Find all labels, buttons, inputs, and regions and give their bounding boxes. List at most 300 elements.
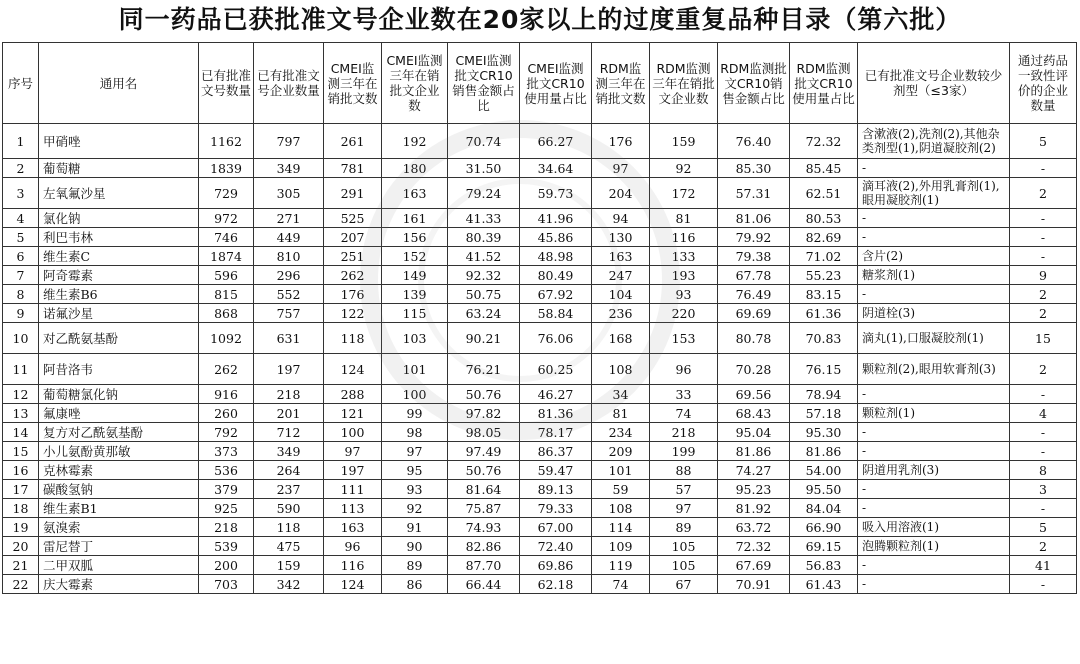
table-row xyxy=(3,228,1077,247)
table-cell: 4 xyxy=(3,209,39,228)
table-cell: 72.40 xyxy=(520,537,592,556)
table-cell: 22 xyxy=(3,575,39,594)
table-row xyxy=(3,354,1077,385)
table-cell: 41.52 xyxy=(448,247,520,266)
table-cell: 82.69 xyxy=(790,228,858,247)
table-cell: 218 xyxy=(199,518,254,537)
table-cell: 156 xyxy=(382,228,448,247)
table-cell: 104 xyxy=(592,285,650,304)
table-cell: 552 xyxy=(254,285,324,304)
table-cell: 159 xyxy=(650,124,718,159)
page-title: 同一药品已获批准文号企业数在20家以上的过度重复品种目录（第六批） xyxy=(118,5,962,34)
column-header: 序号 xyxy=(3,43,39,124)
table-cell: 76.06 xyxy=(520,323,592,354)
table-cell: 21 xyxy=(3,556,39,575)
table-cell: 小儿氨酚黄那敏 xyxy=(39,442,199,461)
table-cell: 349 xyxy=(254,159,324,178)
table-cell: 46.27 xyxy=(520,385,592,404)
table-cell: 379 xyxy=(199,480,254,499)
table-cell: - xyxy=(858,556,1010,575)
table-cell: 90.21 xyxy=(448,323,520,354)
table-cell: 甲硝唑 xyxy=(39,124,199,159)
table-row xyxy=(3,556,1077,575)
table-cell: 2 xyxy=(1010,354,1077,385)
table-cell: 96 xyxy=(650,354,718,385)
table-cell: 61.36 xyxy=(790,304,858,323)
table-cell: 1092 xyxy=(199,323,254,354)
table-cell: 781 xyxy=(324,159,382,178)
table-cell: 757 xyxy=(254,304,324,323)
table-cell: - xyxy=(1010,209,1077,228)
table-row xyxy=(3,385,1077,404)
table-cell: 维生素B6 xyxy=(39,285,199,304)
table-cell: 103 xyxy=(382,323,448,354)
table-cell: 133 xyxy=(650,247,718,266)
table-cell: 201 xyxy=(254,404,324,423)
table-cell: 庆大霉素 xyxy=(39,575,199,594)
column-header: CMEI监测批文CR10使用量占比 xyxy=(520,43,592,124)
table-cell: 87.70 xyxy=(448,556,520,575)
table-cell: 86 xyxy=(382,575,448,594)
table-cell: 18 xyxy=(3,499,39,518)
table-cell: 二甲双胍 xyxy=(39,556,199,575)
table-cell: 92.32 xyxy=(448,266,520,285)
table-cell: 251 xyxy=(324,247,382,266)
table-cell: 维生素B1 xyxy=(39,499,199,518)
table-cell: 碳酸氢钠 xyxy=(39,480,199,499)
table-cell: 76.49 xyxy=(718,285,790,304)
table-cell: 81.92 xyxy=(718,499,790,518)
table-row xyxy=(3,285,1077,304)
table-cell: 80.78 xyxy=(718,323,790,354)
table-cell: 163 xyxy=(592,247,650,266)
table-cell: 118 xyxy=(324,323,382,354)
table-cell: 108 xyxy=(592,354,650,385)
table-cell: 746 xyxy=(199,228,254,247)
table-cell: 197 xyxy=(254,354,324,385)
table-cell: 89.13 xyxy=(520,480,592,499)
table-cell: 305 xyxy=(254,178,324,209)
table-cell: 176 xyxy=(592,124,650,159)
table-cell: 11 xyxy=(3,354,39,385)
table-cell: - xyxy=(1010,575,1077,594)
table-cell: 4 xyxy=(1010,404,1077,423)
table-cell: 98.05 xyxy=(448,423,520,442)
table-cell: 57.31 xyxy=(718,178,790,209)
table-cell: 70.91 xyxy=(718,575,790,594)
table-cell: 97 xyxy=(592,159,650,178)
table-cell: 1839 xyxy=(199,159,254,178)
table-cell: 180 xyxy=(382,159,448,178)
table-row xyxy=(3,247,1077,266)
table-cell: - xyxy=(1010,228,1077,247)
table-cell: 703 xyxy=(199,575,254,594)
table-cell: 74.27 xyxy=(718,461,790,480)
table-cell: 71.02 xyxy=(790,247,858,266)
table-cell: 34 xyxy=(592,385,650,404)
table-cell: 124 xyxy=(324,575,382,594)
table-cell: 81.86 xyxy=(790,442,858,461)
table-cell: 105 xyxy=(650,537,718,556)
table-cell: - xyxy=(858,575,1010,594)
table-cell: - xyxy=(858,442,1010,461)
column-header: RDM监测三年在销批文企业数 xyxy=(650,43,718,124)
table-cell: 161 xyxy=(382,209,448,228)
table-cell: 74.93 xyxy=(448,518,520,537)
table-cell: 97.82 xyxy=(448,404,520,423)
table-cell: 50.76 xyxy=(448,385,520,404)
drug-table xyxy=(2,42,1077,594)
table-cell: 79.33 xyxy=(520,499,592,518)
table-cell: 815 xyxy=(199,285,254,304)
table-cell: 氟康唑 xyxy=(39,404,199,423)
table-cell: 449 xyxy=(254,228,324,247)
table-cell: - xyxy=(1010,159,1077,178)
table-cell: 48.98 xyxy=(520,247,592,266)
table-cell: 153 xyxy=(650,323,718,354)
column-header: 已有批准文号企业数较少剂型（≤3家） xyxy=(858,43,1010,124)
table-cell: 69.56 xyxy=(718,385,790,404)
table-cell: 67.69 xyxy=(718,556,790,575)
table-cell: 97 xyxy=(324,442,382,461)
table-cell: 262 xyxy=(324,266,382,285)
table-cell: 7 xyxy=(3,266,39,285)
table-cell: 101 xyxy=(382,354,448,385)
table-cell: 葡萄糖氯化钠 xyxy=(39,385,199,404)
table-row xyxy=(3,537,1077,556)
table-cell: 对乙酰氨基酚 xyxy=(39,323,199,354)
table-cell: 97 xyxy=(382,442,448,461)
table-cell: 69.15 xyxy=(790,537,858,556)
table-cell: 590 xyxy=(254,499,324,518)
table-cell: 168 xyxy=(592,323,650,354)
table-cell: - xyxy=(858,385,1010,404)
table-cell: 含片(2) xyxy=(858,247,1010,266)
table-cell: 81.36 xyxy=(520,404,592,423)
table-cell: 74 xyxy=(592,575,650,594)
table-cell: 60.25 xyxy=(520,354,592,385)
table-cell: 81.06 xyxy=(718,209,790,228)
table-row xyxy=(3,178,1077,209)
table-cell: 539 xyxy=(199,537,254,556)
table-cell: 159 xyxy=(254,556,324,575)
table-cell: 8 xyxy=(1010,461,1077,480)
table-cell: 氯化钠 xyxy=(39,209,199,228)
table-cell: 85.45 xyxy=(790,159,858,178)
table-cell: 维生素C xyxy=(39,247,199,266)
column-header: RDM监测三年在销批文数 xyxy=(592,43,650,124)
table-cell: 69.86 xyxy=(520,556,592,575)
table-cell: 200 xyxy=(199,556,254,575)
table-cell: 261 xyxy=(324,124,382,159)
table-cell: 96 xyxy=(324,537,382,556)
table-cell: 2 xyxy=(1010,537,1077,556)
column-header: CMEI监测三年在销批文企业数 xyxy=(382,43,448,124)
table-cell: 124 xyxy=(324,354,382,385)
table-cell: 116 xyxy=(650,228,718,247)
table-cell: 66.27 xyxy=(520,124,592,159)
table-cell: 75.87 xyxy=(448,499,520,518)
table-cell: 95.23 xyxy=(718,480,790,499)
table-cell: 72.32 xyxy=(790,124,858,159)
table-cell: 2 xyxy=(1010,178,1077,209)
table-row xyxy=(3,499,1077,518)
table-cell: 81.86 xyxy=(718,442,790,461)
table-row xyxy=(3,266,1077,285)
table-cell: 349 xyxy=(254,442,324,461)
table-cell: 含漱液(2),洗剂(2),其他杂类剂型(1),阴道凝胶剂(2) xyxy=(858,124,1010,159)
table-row xyxy=(3,461,1077,480)
table-cell: 218 xyxy=(254,385,324,404)
table-cell: - xyxy=(858,228,1010,247)
table-cell: 85.30 xyxy=(718,159,790,178)
table-cell: 172 xyxy=(650,178,718,209)
table-cell: 66.44 xyxy=(448,575,520,594)
table-cell: 119 xyxy=(592,556,650,575)
table-cell: 163 xyxy=(382,178,448,209)
table-cell: 63.24 xyxy=(448,304,520,323)
table-cell: 192 xyxy=(382,124,448,159)
table-cell: 55.23 xyxy=(790,266,858,285)
table-cell: 80.53 xyxy=(790,209,858,228)
table-cell: 左氧氟沙星 xyxy=(39,178,199,209)
table-cell: 92 xyxy=(382,499,448,518)
table-cell: 12 xyxy=(3,385,39,404)
column-header: CMEI监测批文CR10销售金额占比 xyxy=(448,43,520,124)
table-cell: 105 xyxy=(650,556,718,575)
table-cell: 236 xyxy=(592,304,650,323)
table-cell: 19 xyxy=(3,518,39,537)
table-cell: 95.04 xyxy=(718,423,790,442)
table-cell: 41 xyxy=(1010,556,1077,575)
table-cell: 99 xyxy=(382,404,448,423)
table-cell: 59.73 xyxy=(520,178,592,209)
table-cell: 98 xyxy=(382,423,448,442)
table-cell: 197 xyxy=(324,461,382,480)
table-cell: 59.47 xyxy=(520,461,592,480)
table-cell: 631 xyxy=(254,323,324,354)
column-header: 通用名 xyxy=(39,43,199,124)
table-cell: 209 xyxy=(592,442,650,461)
table-cell: 45.86 xyxy=(520,228,592,247)
table-cell: 31.50 xyxy=(448,159,520,178)
table-cell: 58.84 xyxy=(520,304,592,323)
table-cell: 296 xyxy=(254,266,324,285)
table-cell: 16 xyxy=(3,461,39,480)
table-cell: 1162 xyxy=(199,124,254,159)
table-cell: 868 xyxy=(199,304,254,323)
table-cell: 218 xyxy=(650,423,718,442)
table-cell: 8 xyxy=(3,285,39,304)
table-cell: 91 xyxy=(382,518,448,537)
table-cell: - xyxy=(858,159,1010,178)
table-cell: 13 xyxy=(3,404,39,423)
table-cell: 95.50 xyxy=(790,480,858,499)
table-cell: - xyxy=(858,499,1010,518)
table-cell: 792 xyxy=(199,423,254,442)
table-cell: 114 xyxy=(592,518,650,537)
column-header: RDM监测批文CR10销售金额占比 xyxy=(718,43,790,124)
table-cell: 5 xyxy=(1010,124,1077,159)
table-row xyxy=(3,209,1077,228)
table-cell: 176 xyxy=(324,285,382,304)
table-cell: 475 xyxy=(254,537,324,556)
column-header: 已有批准文号企业数量 xyxy=(254,43,324,124)
table-cell: 57 xyxy=(650,480,718,499)
table-cell: 84.04 xyxy=(790,499,858,518)
table-cell: 76.21 xyxy=(448,354,520,385)
table-cell: 81.64 xyxy=(448,480,520,499)
table-cell: 67 xyxy=(650,575,718,594)
table-cell: 729 xyxy=(199,178,254,209)
table-cell: 泡腾颗粒剂(1) xyxy=(858,537,1010,556)
table-cell: 67.92 xyxy=(520,285,592,304)
table-cell: 61.43 xyxy=(790,575,858,594)
table-cell: 阴道用乳剂(3) xyxy=(858,461,1010,480)
table-cell: 116 xyxy=(324,556,382,575)
table-cell: 2 xyxy=(1010,304,1077,323)
table-cell: - xyxy=(1010,247,1077,266)
table-cell: 95.30 xyxy=(790,423,858,442)
table-cell: 3 xyxy=(3,178,39,209)
table-cell: 1874 xyxy=(199,247,254,266)
table-cell: 220 xyxy=(650,304,718,323)
table-cell: 阿昔洛韦 xyxy=(39,354,199,385)
table-cell: 利巴韦林 xyxy=(39,228,199,247)
table-cell: 93 xyxy=(382,480,448,499)
column-header: 通过药品一致性评价的企业数量 xyxy=(1010,43,1077,124)
table-cell: 288 xyxy=(324,385,382,404)
table-cell: 193 xyxy=(650,266,718,285)
table-cell: 克林霉素 xyxy=(39,461,199,480)
table-cell: 滴丸(1),口服凝胶剂(1) xyxy=(858,323,1010,354)
table-cell: 97.49 xyxy=(448,442,520,461)
table-cell: 9 xyxy=(3,304,39,323)
table-cell: 62.18 xyxy=(520,575,592,594)
table-cell: 68.43 xyxy=(718,404,790,423)
table-cell: 109 xyxy=(592,537,650,556)
table-cell: 67.78 xyxy=(718,266,790,285)
table-cell: - xyxy=(1010,423,1077,442)
table-row xyxy=(3,480,1077,499)
column-header: RDM监测批文CR10使用量占比 xyxy=(790,43,858,124)
table-cell: 74 xyxy=(650,404,718,423)
table-cell: - xyxy=(858,480,1010,499)
table-cell: - xyxy=(858,285,1010,304)
table-cell: 90 xyxy=(382,537,448,556)
table-cell: 69.69 xyxy=(718,304,790,323)
table-cell: 237 xyxy=(254,480,324,499)
table-cell: 113 xyxy=(324,499,382,518)
table-row xyxy=(3,442,1077,461)
table-cell: 15 xyxy=(3,442,39,461)
table-cell: 70.74 xyxy=(448,124,520,159)
table-cell: 101 xyxy=(592,461,650,480)
table-cell: 712 xyxy=(254,423,324,442)
table-cell: 83.15 xyxy=(790,285,858,304)
table-cell: 207 xyxy=(324,228,382,247)
table-cell: 93 xyxy=(650,285,718,304)
table-cell: 264 xyxy=(254,461,324,480)
table-cell: 373 xyxy=(199,442,254,461)
table-row xyxy=(3,423,1077,442)
table-cell: 70.28 xyxy=(718,354,790,385)
table-cell: 76.40 xyxy=(718,124,790,159)
table-cell: 67.00 xyxy=(520,518,592,537)
table-cell: 阴道栓(3) xyxy=(858,304,1010,323)
table-cell: 5 xyxy=(1010,518,1077,537)
table-cell: 163 xyxy=(324,518,382,537)
table-cell: - xyxy=(1010,499,1077,518)
table-cell: 80.49 xyxy=(520,266,592,285)
table-cell: 氨溴索 xyxy=(39,518,199,537)
table-cell: 6 xyxy=(3,247,39,266)
table-cell: 10 xyxy=(3,323,39,354)
table-cell: 50.75 xyxy=(448,285,520,304)
table-cell: 271 xyxy=(254,209,324,228)
table-cell: 糖浆剂(1) xyxy=(858,266,1010,285)
table-cell: 20 xyxy=(3,537,39,556)
table-cell: 536 xyxy=(199,461,254,480)
table-cell: 149 xyxy=(382,266,448,285)
table-cell: 76.15 xyxy=(790,354,858,385)
table-cell: 247 xyxy=(592,266,650,285)
table-cell: 滴耳液(2),外用乳膏剂(1),眼用凝胶剂(1) xyxy=(858,178,1010,209)
table-cell: 1 xyxy=(3,124,39,159)
table-cell: 260 xyxy=(199,404,254,423)
table-cell: 2 xyxy=(1010,285,1077,304)
table-cell: 3 xyxy=(1010,480,1077,499)
table-cell: 41.96 xyxy=(520,209,592,228)
table-cell: 95 xyxy=(382,461,448,480)
table-cell: 86.37 xyxy=(520,442,592,461)
table-cell: 810 xyxy=(254,247,324,266)
table-cell: 122 xyxy=(324,304,382,323)
table-cell: 17 xyxy=(3,480,39,499)
table-cell: 72.32 xyxy=(718,537,790,556)
table-cell: 62.51 xyxy=(790,178,858,209)
table-cell: - xyxy=(858,423,1010,442)
table-cell: 80.39 xyxy=(448,228,520,247)
table-row xyxy=(3,518,1077,537)
table-cell: 89 xyxy=(382,556,448,575)
table-row xyxy=(3,575,1077,594)
table-cell: - xyxy=(1010,385,1077,404)
table-cell: 颗粒剂(2),眼用软膏剂(3) xyxy=(858,354,1010,385)
table-header-row xyxy=(3,43,1077,124)
table-cell: 972 xyxy=(199,209,254,228)
table-cell: - xyxy=(858,209,1010,228)
table-cell: 33 xyxy=(650,385,718,404)
table-cell: 78.17 xyxy=(520,423,592,442)
table-cell: 34.64 xyxy=(520,159,592,178)
table-cell: 诺氟沙星 xyxy=(39,304,199,323)
table-cell: 79.24 xyxy=(448,178,520,209)
table-cell: 596 xyxy=(199,266,254,285)
table-cell: 139 xyxy=(382,285,448,304)
column-header: 已有批准文号数量 xyxy=(199,43,254,124)
table-cell: 复方对乙酰氨基酚 xyxy=(39,423,199,442)
table-cell: 88 xyxy=(650,461,718,480)
table-cell: 130 xyxy=(592,228,650,247)
table-cell: 79.92 xyxy=(718,228,790,247)
table-cell: 152 xyxy=(382,247,448,266)
table-cell: 54.00 xyxy=(790,461,858,480)
table-cell: 79.38 xyxy=(718,247,790,266)
table-cell: - xyxy=(1010,442,1077,461)
table-cell: 颗粒剂(1) xyxy=(858,404,1010,423)
table-row xyxy=(3,404,1077,423)
